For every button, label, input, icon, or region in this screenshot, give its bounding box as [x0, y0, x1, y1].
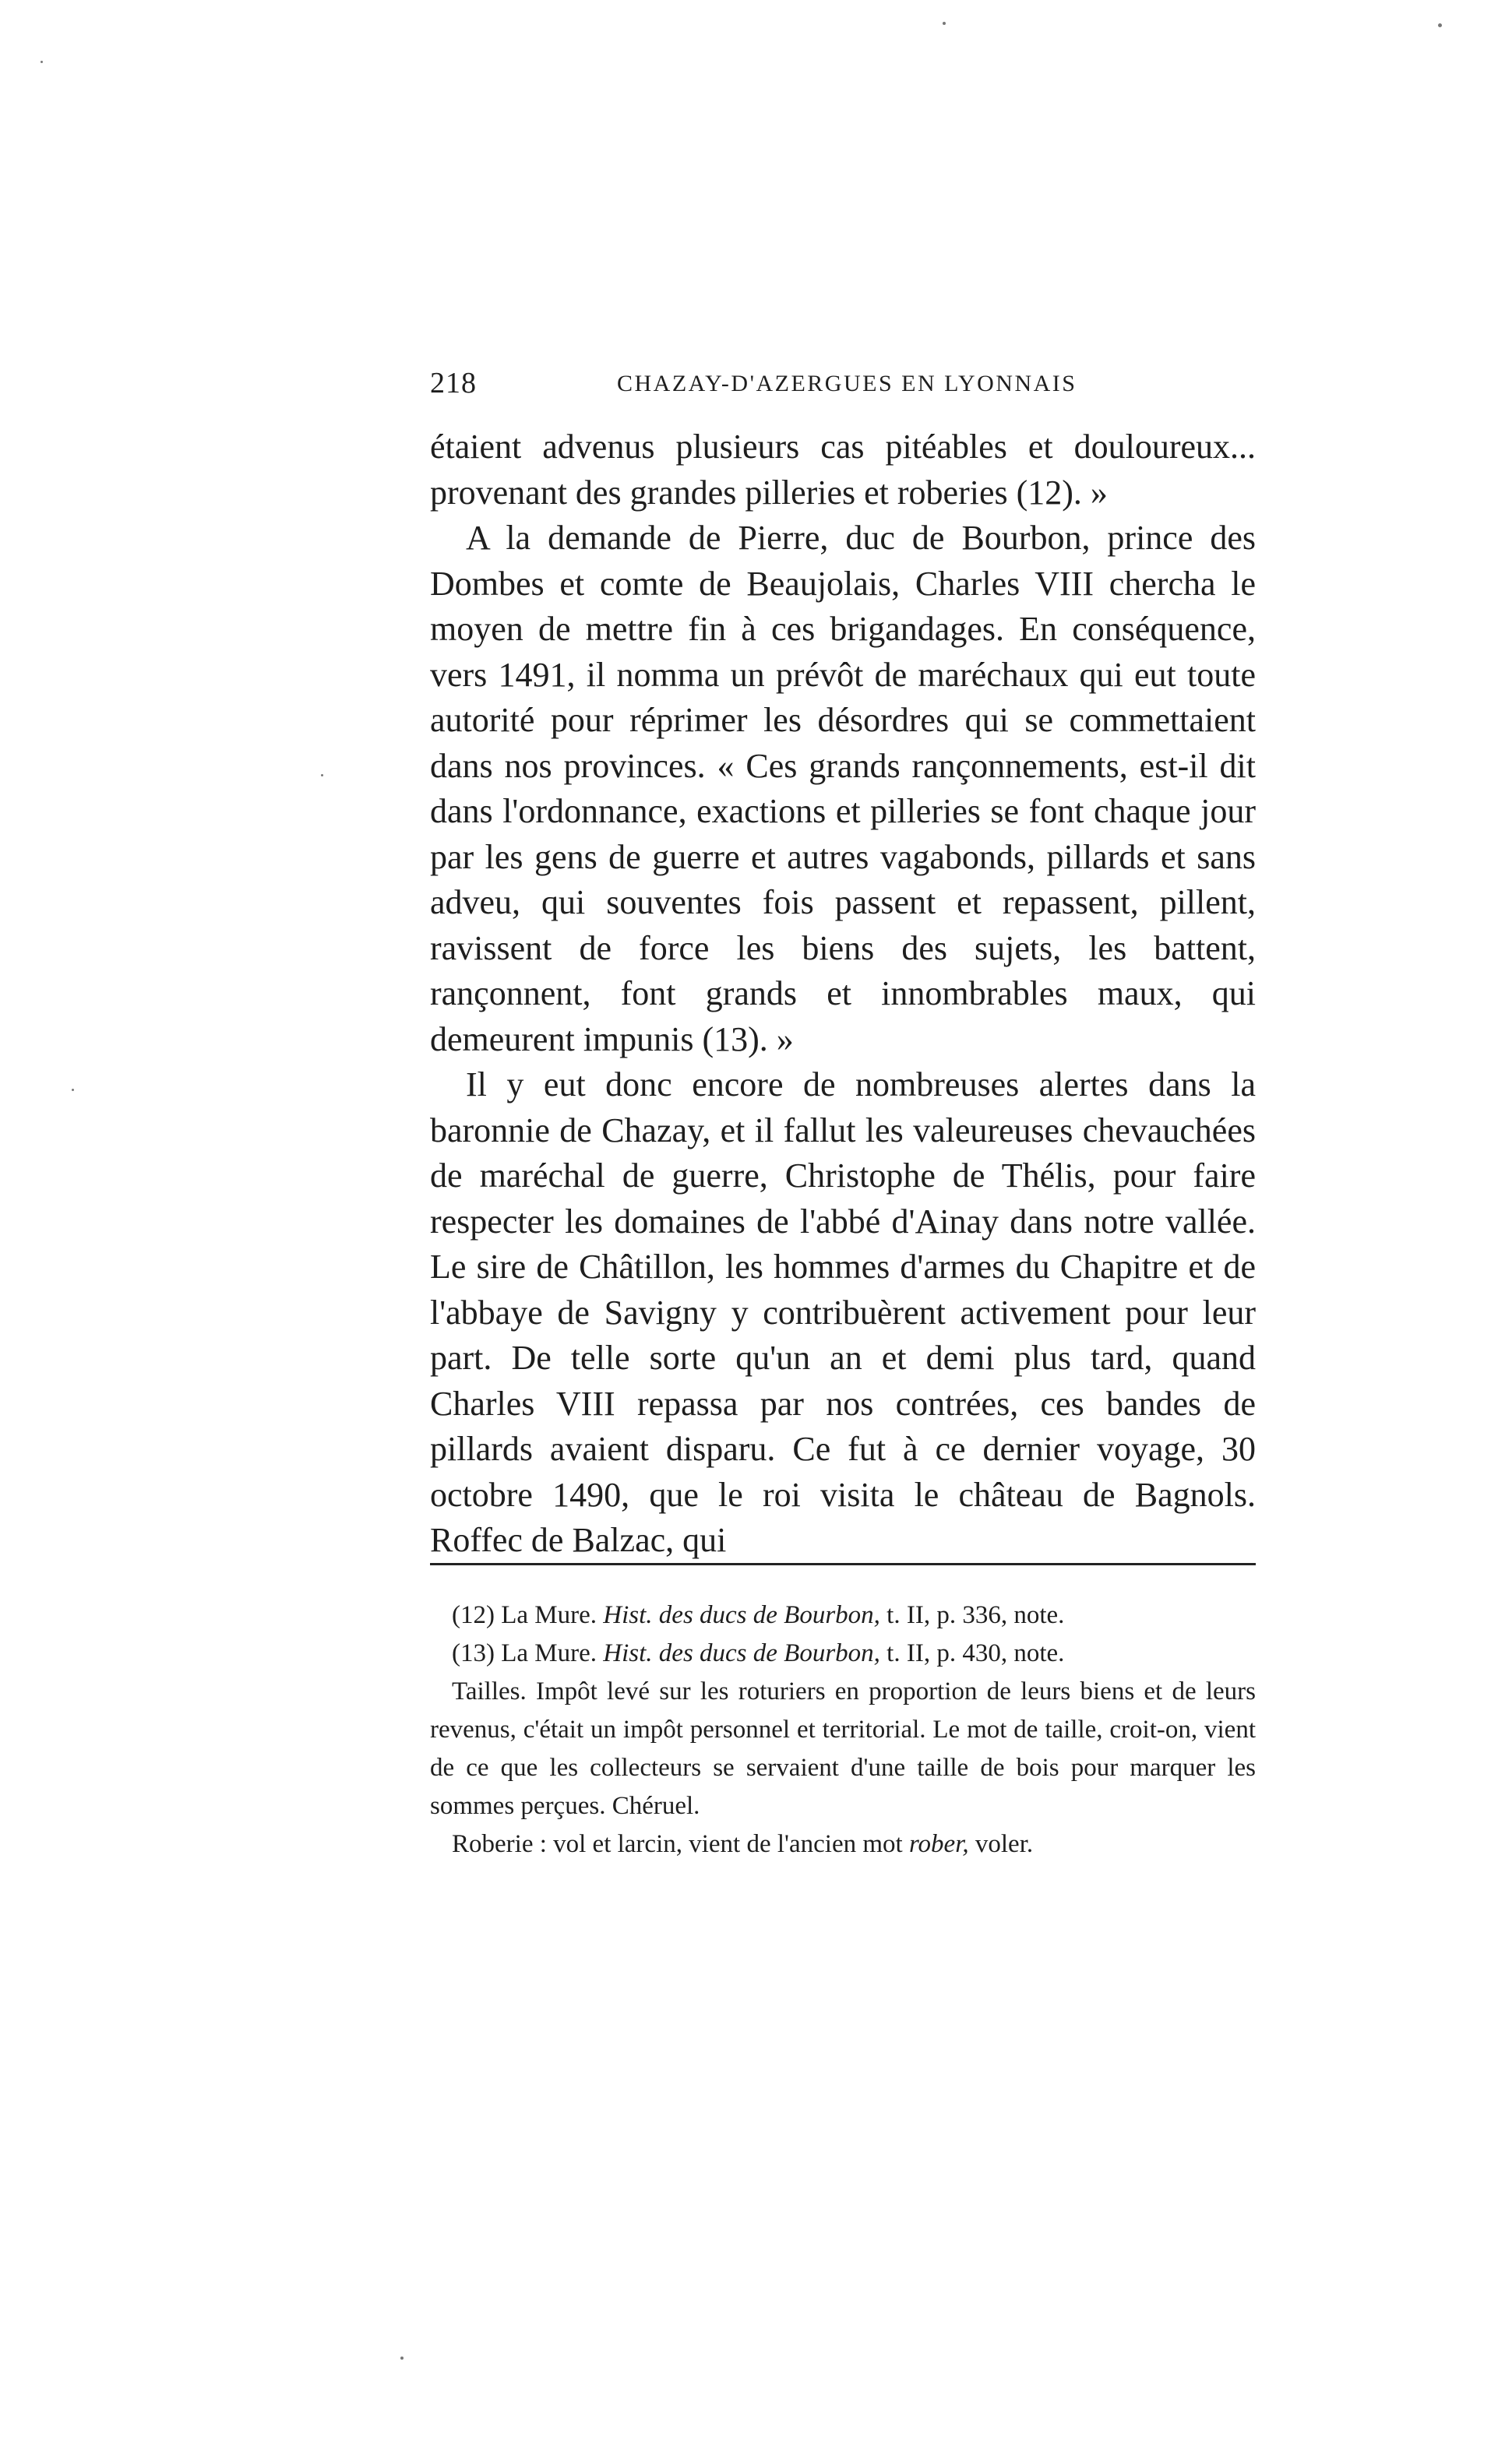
paragraph-continuation: étaient advenus plusieurs cas pitéables et douloureux... provenant des grandes pilleries et roberies (12). » [430, 428, 1256, 512]
footnote-tailles: Tailles. Impôt levé sur les roturiers en proportion de leurs biens et de leurs revenus, c'était un impôt personnel et territorial. Le mot de taille, croit-on, vient de ce que les collecteurs se servaient d'une taille de bois pour marquer les sommes perçues. Chéruel. [430, 1677, 1256, 1820]
footnotes [430, 1596, 1256, 1864]
paragraph-chazay-alerts: Il y eut donc encore de nombreuses alertes dans la baronnie de Chazay, et il fallut les valeureuses chevauchées de maréchal de guerre, Christophe de Thélis, pour faire respecter les domaines de l'abbé d'Ainay dans notre vallée. Le sire de Châtillon, les hommes d'armes du Chapitre et de l'abbaye de Savigny y contribuèrent activement pour leur part. De telle sorte qu'un an et demi plus tard, quand Charles VIII repassa par nos contrées, ces bandes de pillards avaient disparu. Ce fut à ce dernier voyage, 30 octobre 1490, que le roi visita le château de Bagnols. Roffec de Balzac, qui [430, 1065, 1256, 1559]
footnote-13-ref: t. II, p. 430, note. [886, 1639, 1065, 1667]
footnote-12 [430, 1596, 1256, 1635]
main-text [430, 424, 1256, 1564]
footnote-roberie-lead: Roberie : vol et larcin, vient de l'ancien mot [452, 1830, 903, 1858]
footnote-13-marker: (13) [452, 1639, 495, 1667]
paper-speck [400, 2357, 404, 2360]
footnote-13-title: Hist. des ducs de Bourbon, [603, 1639, 880, 1667]
footnote-12-ref: t. II, p. 336, note. [886, 1601, 1065, 1629]
footnote-12-marker: (12) [452, 1601, 495, 1629]
paper-speck [943, 22, 946, 25]
paragraph-charles-viii: A la demande de Pierre, duc de Bourbon, prince des Dombes et comte de Beaujolais, Charles VIII chercha le moyen de mettre fin à ces brigandages. En conséquence, vers 1491, il nomma un prévôt de maréchaux qui eut toute autorité pour réprimer les désordres qui se commettaient dans nos provinces. « Ces grands rançonnements, est-il dit dans l'ordonnance, exactions et pilleries se font chaque jour par les gens de guerre et autres vagabonds, pillards et sans adveu, qui souventes fois passent et repassent, pillent, ravissent de force les biens des sujets, les battent, rançonnent, font grands et innombrables maux, qui demeurent impunis (13). » [430, 519, 1256, 1058]
paper-speck [41, 61, 43, 63]
page-number: 218 [430, 367, 477, 400]
page-header [430, 366, 1256, 405]
footnote-separator-rule [430, 1563, 1256, 1565]
footnote-12-title: Hist. des ducs de Bourbon, [603, 1601, 880, 1629]
footnote-roberie [430, 1825, 1256, 1864]
footnote-roberie-tail: voler. [975, 1830, 1034, 1858]
paper-speck [1438, 23, 1442, 27]
footnote-13-author: La Mure. [501, 1639, 597, 1667]
running-title: CHAZAY-D'AZERGUES EN LYONNAIS [617, 371, 1077, 396]
footnote-12-author: La Mure. [501, 1601, 597, 1629]
footnote-roberie-word: rober, [908, 1830, 969, 1858]
paper-speck [321, 774, 323, 776]
footnote-13 [430, 1635, 1256, 1673]
paper-speck [72, 1089, 74, 1091]
